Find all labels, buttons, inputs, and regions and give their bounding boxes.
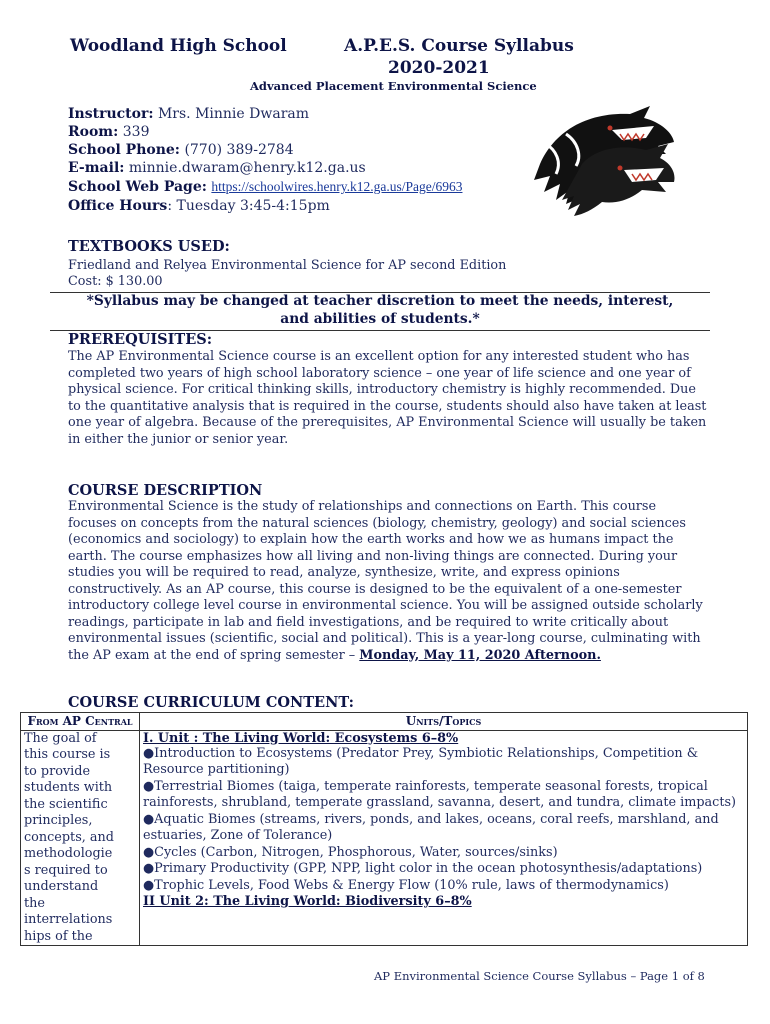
email-value: minnie.dwaram@henry.k12.ga.us xyxy=(128,160,366,176)
course-description-text xyxy=(68,499,708,664)
textbook-name: Friedland and Relyea Environmental Science for AP second Edition xyxy=(68,258,507,273)
col-header-ap-central: From AP Central xyxy=(21,713,140,731)
exam-date: Monday, May 11, 2020 Afternoon. xyxy=(359,647,601,663)
topic-item: ●Cycles (Carbon, Nitrogen, Phosphorous, Water, sources/sinks) xyxy=(143,844,558,860)
textbooks-title: TEXTBOOKS USED: xyxy=(68,238,230,255)
table-row xyxy=(21,730,748,946)
goal-line: principles, xyxy=(24,813,93,828)
goal-line: the scientific xyxy=(24,796,108,812)
goal-line: methodologie xyxy=(24,846,113,861)
room-value: 339 xyxy=(122,124,150,140)
school-name: Woodland High School xyxy=(70,36,287,56)
goal-line: students with xyxy=(24,780,113,795)
goal-line: to provide xyxy=(24,763,91,779)
syllabus-notice xyxy=(50,292,710,328)
topic-item: ●Introduction to Ecosystems (Predator Prey, Symbiotic Relationships, Competition & Resource partitioning) xyxy=(143,745,699,777)
goal-line: understand xyxy=(24,879,99,894)
instructor-label: Instructor: xyxy=(68,106,154,122)
phone-label: School Phone: xyxy=(68,142,180,158)
unit-1-heading: I. Unit : The Living World: Ecosystems 6–8% xyxy=(143,730,459,746)
course-subtitle: Advanced Placement Environmental Science xyxy=(250,79,537,93)
room-line xyxy=(68,123,149,141)
curriculum-table xyxy=(20,712,748,946)
topic-item: ●Primary Productivity (GPP, NPP, light color in the ocean photosynthesis/adaptations) xyxy=(143,861,703,876)
school-year: 2020-2021 xyxy=(388,58,490,78)
units-topics-cell xyxy=(140,730,748,946)
course-description-title: COURSE DESCRIPTION xyxy=(68,482,263,499)
web-link[interactable]: https://schoolwires.henry.k12.ga.us/Page/6963 xyxy=(211,179,463,194)
phone-value: (770) 389-2784 xyxy=(184,142,294,158)
prerequisites-title: PREREQUISITES: xyxy=(68,331,213,348)
web-label: School Web Page: xyxy=(68,179,207,195)
instructor-line xyxy=(68,105,309,123)
office-hours-line xyxy=(68,197,330,215)
office-hours-value: : Tuesday 3:45-4:15pm xyxy=(167,198,330,214)
textbook-cost: Cost: $ 130.00 xyxy=(68,274,163,289)
curriculum-title: COURSE CURRICULUM CONTENT: xyxy=(68,694,354,711)
description-body: Environmental Science is the study of relationships and connections on Earth. This course focuses on concepts from the natural sciences (biology, chemistry, geology) and social sciences (economics and sociology) to explain how the earth works and how we as humans impact the earth. The course emphasizes how all living and non-living things are connected. During your studies you will be required to read, analyze, synthesize, write, and express opinions constructively. As an AP course, this course is designed to be the equivalent of a one-semester introductory college level course in environmental science. You will be assigned outside scholarly readings, participate in lab and field investigations, and be required to write critically about environmental issues (scientific, social and political). This is a year-long course, culminating with the AP exam at the end of spring semester – xyxy=(68,499,703,663)
goal-line: this course is xyxy=(24,747,111,762)
instructor-value: Mrs. Minnie Dwaram xyxy=(157,106,310,122)
col-header-units-topics: Units/Topics xyxy=(140,713,748,731)
wolf-logo-icon xyxy=(526,104,676,216)
phone-line xyxy=(68,141,294,159)
topic-item: ●Trophic Levels, Food Webs & Energy Flow (10% rule, laws of thermodynamics) xyxy=(143,877,669,893)
email-label: E-mail: xyxy=(68,160,125,176)
topic-item: ●Aquatic Biomes (streams, rivers, ponds, and lakes, oceans, coral reefs, marshland, and estuaries, Zone of Tolerance) xyxy=(143,811,719,843)
prerequisites-text: The AP Environmental Science course is an excellent option for any interested student who has completed two years of high school laboratory science – one year of life science and one year of physical science. For critical thinking skills, introductory chemistry is highly recommended. Due to the quantitative analysis that is required in the course, students should also have taken at least one year of algebra. Because of the prerequisites, AP Environmental Science will usually be taken in either the junior or senior year. xyxy=(68,349,707,447)
notice-line-1: *Syllabus may be changed at teacher discretion to meet the needs, interest, xyxy=(86,293,674,309)
web-line xyxy=(68,178,462,196)
goal-line: concepts, and xyxy=(24,829,114,845)
ap-central-goal-cell xyxy=(21,730,140,946)
course-title: A.P.E.S. Course Syllabus xyxy=(344,36,574,56)
goal-line: hips of the xyxy=(24,928,93,944)
email-line xyxy=(68,159,366,177)
goal-line: the xyxy=(24,895,45,911)
page-footer: AP Environmental Science Course Syllabus – Page 1 of 8 xyxy=(374,969,705,983)
unit-2-heading: II Unit 2: The Living World: Biodiversity 6–8% xyxy=(143,894,472,909)
table-header-row xyxy=(21,713,748,731)
goal-line: s required to xyxy=(24,862,108,878)
goal-line: The goal of xyxy=(24,730,97,746)
topic-item: ●Terrestrial Biomes (taiga, temperate rainforests, temperate seasonal forests, tropical rainforests, shrubland, temperate grassland, savanna, desert, and tundra, climate impacts) xyxy=(143,778,737,810)
goal-line: interrelations xyxy=(24,912,113,927)
room-label: Room: xyxy=(68,124,119,140)
office-hours-label: Office Hours xyxy=(68,198,168,214)
notice-line-2: and abilities of students.* xyxy=(280,311,480,327)
